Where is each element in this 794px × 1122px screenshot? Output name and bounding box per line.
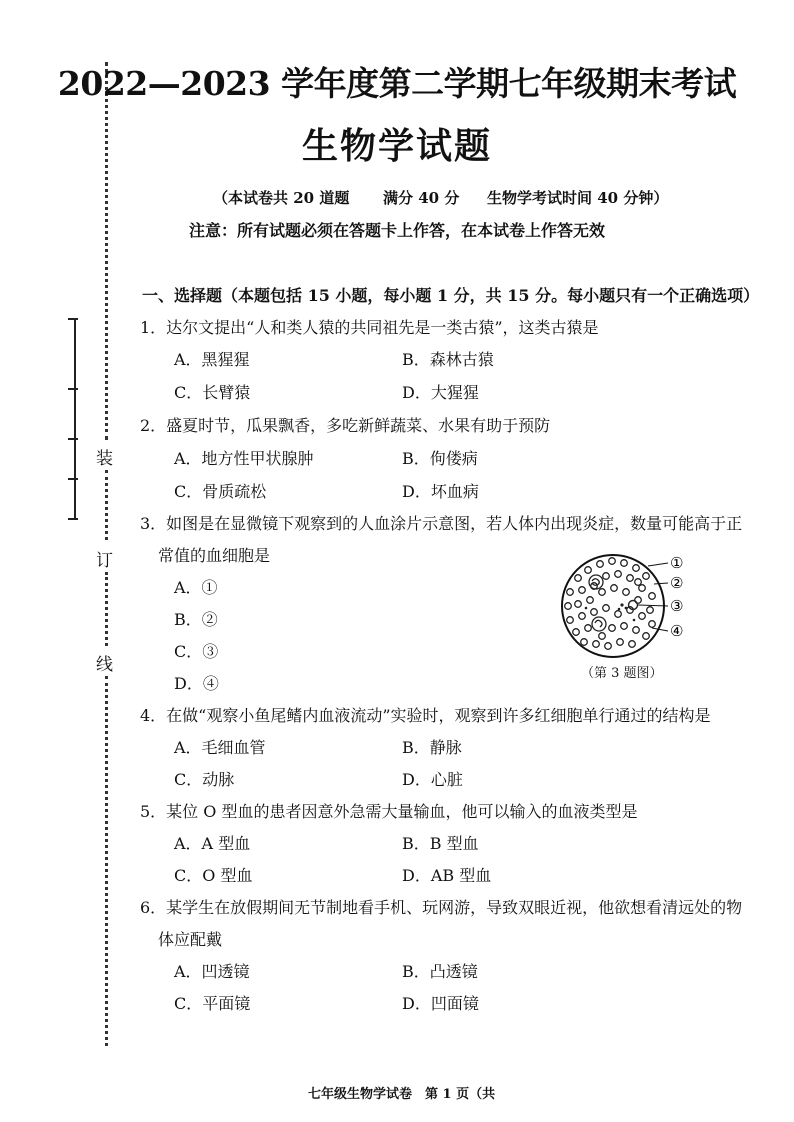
exam-info-full-score: 满分 40 分 — [383, 189, 460, 207]
option-c: C．动脉 — [174, 770, 235, 789]
option-b: B．凸透镜 — [402, 962, 478, 981]
question-stem: 2．盛夏时节，瓜果飘香，多吃新鲜蔬菜、水果有助于预防 — [140, 416, 551, 435]
question-stem: 3．如图是在显微镜下观察到的人血涂片示意图，若人体内出现炎症，数量可能高于正 — [140, 514, 743, 533]
binding-bracket-tick — [68, 388, 78, 390]
option-b: B．B 型血 — [402, 834, 479, 853]
option-c: C．O 型血 — [174, 866, 253, 885]
binding-dotted-line-lower — [105, 572, 108, 646]
binding-bracket-tick — [68, 518, 78, 520]
option-b: B．静脉 — [402, 738, 462, 757]
option-a: A．毛细血管 — [174, 738, 266, 757]
section-title: 一、选择题（本题包括 15 小题，每小题 1 分，共 15 分。每小题只有一个正确选项） — [142, 286, 760, 305]
exam-main-title: 2022—2023 学年度第二学期七年级期末考试 — [57, 64, 737, 103]
option-c: C．平面镜 — [174, 994, 251, 1013]
option-d: D．凹面镜 — [402, 994, 479, 1013]
exam-subject-title: 生物学试题 — [301, 125, 492, 167]
binding-bracket-tick — [68, 438, 78, 440]
option-a: A．凹透镜 — [174, 962, 250, 981]
page-footer: 七年级生物学试卷 第 1 页（共 — [308, 1087, 496, 1102]
option-b: B．② — [174, 610, 218, 629]
option-d: D．AB 型血 — [402, 866, 492, 885]
figure-label-1: ① — [670, 554, 684, 572]
figure-label-2: ② — [670, 574, 684, 592]
microscope-field — [562, 555, 664, 657]
question-stem-continued: 常值的血细胞是 — [158, 546, 271, 565]
figure-caption: （第 3 题图） — [581, 666, 663, 681]
option-a: A．A 型血 — [174, 834, 251, 853]
option-b: B．森林古猿 — [402, 350, 494, 369]
option-d: D．大猩猩 — [402, 383, 479, 402]
question-stem-continued: 体应配戴 — [158, 930, 223, 949]
exam-notice: 注意：所有试题必须在答题卡上作答，在本试卷上作答无效 — [188, 221, 605, 240]
question-stem: 5．某位 O 型血的患者因意外急需大量输血，他可以输入的血液类型是 — [140, 802, 638, 821]
option-c: C．③ — [174, 642, 219, 661]
blood-smear-figure — [556, 548, 696, 662]
option-a: A．① — [174, 578, 218, 597]
binding-bracket-tick — [68, 318, 78, 320]
binding-char-xian: 线 — [96, 655, 113, 675]
exam-info-time: 生物学考试时间 40 分钟） — [487, 189, 669, 207]
option-a: A．地方性甲状腺肿 — [174, 449, 314, 468]
question-stem: 6．某学生在放假期间无节制地看手机、玩网游，导致双眼近视，他欲想看清远处的物 — [140, 898, 743, 917]
option-a: A．黑猩猩 — [174, 350, 250, 369]
figure-label-3: ③ — [670, 597, 684, 615]
option-d: D．坏血病 — [402, 482, 479, 501]
option-b: B．佝偻病 — [402, 449, 478, 468]
binding-dotted-line-bottom — [105, 676, 108, 1046]
question-stem: 4．在做“观察小鱼尾鳍内血液流动”实验时，观察到许多红细胞单行通过的结构是 — [140, 706, 711, 725]
binding-bracket-tick — [68, 478, 78, 480]
figure-label-4: ④ — [670, 622, 684, 640]
question-stem: 1．达尔文提出“人和类人猿的共同祖先是一类古猿”，这类古猿是 — [140, 318, 599, 337]
option-c: C．骨质疏松 — [174, 482, 267, 501]
binding-char-zhuang: 装 — [96, 449, 113, 469]
exam-info-question-count: （本试卷共 20 道题 — [213, 189, 350, 207]
binding-bracket — [74, 318, 76, 520]
option-d: D．心脏 — [402, 770, 463, 789]
binding-dotted-line-middle — [105, 470, 108, 540]
option-c: C．长臂猿 — [174, 383, 251, 402]
option-d: D．④ — [174, 674, 219, 693]
binding-char-ding: 订 — [96, 551, 113, 571]
